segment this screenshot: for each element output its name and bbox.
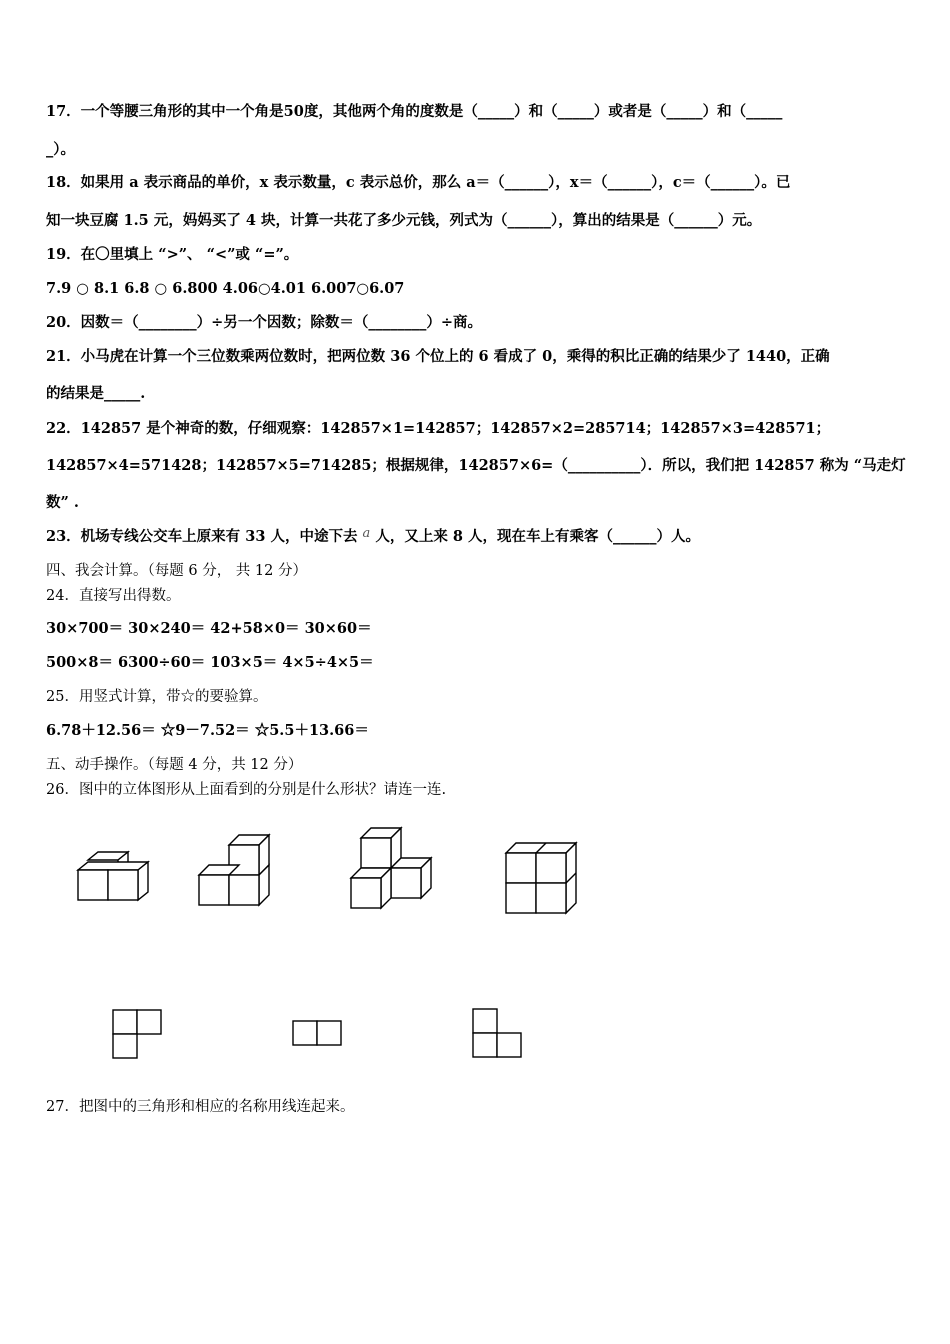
- top-view-3: [473, 1009, 521, 1057]
- q25-title: 25．用竖式计算，带☆的要验算。: [46, 689, 268, 705]
- q22-line3: 数” .: [46, 494, 79, 511]
- solid-figure-4: [506, 843, 576, 913]
- top-view-2: [293, 1021, 341, 1045]
- q17-line2: _）。: [46, 141, 75, 158]
- q17-line1: 17．一个等腰三角形的其中一个角是50度，其他两个角的度数是（_____）和（_____）或者是（_____）和（_____: [46, 103, 783, 120]
- q27-title: 27．把图中的三角形和相应的名称用线连起来。: [46, 1099, 355, 1115]
- q21-line2: 的结果是_____.: [46, 385, 146, 402]
- q22-line1: 22．142857 是个神奇的数，仔细观察：142857×1=142857；142857×2=285714；142857×3=428571；: [46, 420, 831, 437]
- solid-figure-3: [351, 828, 431, 908]
- section5-title: 五、动手操作。（每题 4 分，共 12 分）: [46, 757, 303, 773]
- q24-row2: 500×8＝ 6300÷60＝ 103×5＝ 4×5÷4×5＝: [46, 654, 374, 671]
- q20-line1: 20．因数＝（________）÷另一个因数；除数＝（________）÷商。: [46, 314, 482, 331]
- q24-title: 24．直接写出得数。: [46, 588, 181, 604]
- q18-line2: 知一块豆腐 1.5 元，妈妈买了 4 块，计算一共花了多少元钱，列式为（______），算出的结果是（______）元。: [46, 212, 762, 229]
- solid-figure-1: [78, 852, 148, 900]
- q26-title: 26．图中的立体图形从上面看到的分别是什么形状？请连一连.: [46, 782, 447, 798]
- top-view-1: [113, 1010, 161, 1058]
- q19-line2: 7.9 ○ 8.1 6.8 ○ 6.800 4.06○4.01 6.007○6.07: [46, 280, 405, 297]
- q21-line1: 21．小马虎在计算一个三位数乘两位数时，把两位数 36 个位上的 6 看成了 0，乘得的积比正确的结果少了 1440，正确: [46, 348, 830, 365]
- q24-row1: 30×700＝ 30×240＝ 42+58×0＝ 30×60＝: [46, 620, 372, 637]
- q23-text-after: 人，又上来 8 人，现在车上有乘客（______）人。: [370, 528, 700, 545]
- q22-line2: 142857×4=571428；142857×5=714285；根据规律，142857×6=（__________）．所以，我们把 142857 称为 “马走灯: [46, 457, 906, 474]
- section4-title: 四、我会计算。（每题 6 分， 共 12 分）: [46, 563, 307, 579]
- q23-variable: a: [362, 526, 371, 541]
- q23-text-before: 23．机场专线公交车上原来有 33 人，中途下去: [46, 528, 363, 545]
- q18-line1: 18．如果用 a 表示商品的单价，x 表示数量，c 表示总价，那么 a＝（______），x＝（______），c＝（______）。已: [46, 174, 791, 191]
- solid-figure-2: [199, 835, 269, 905]
- q25-row1: 6.78＋12.56＝ ☆9－7.52＝ ☆5.5＋13.66＝: [46, 722, 369, 739]
- q19-line1: 19．在〇里填上 “>”、 “<”或 “=”。: [46, 246, 299, 263]
